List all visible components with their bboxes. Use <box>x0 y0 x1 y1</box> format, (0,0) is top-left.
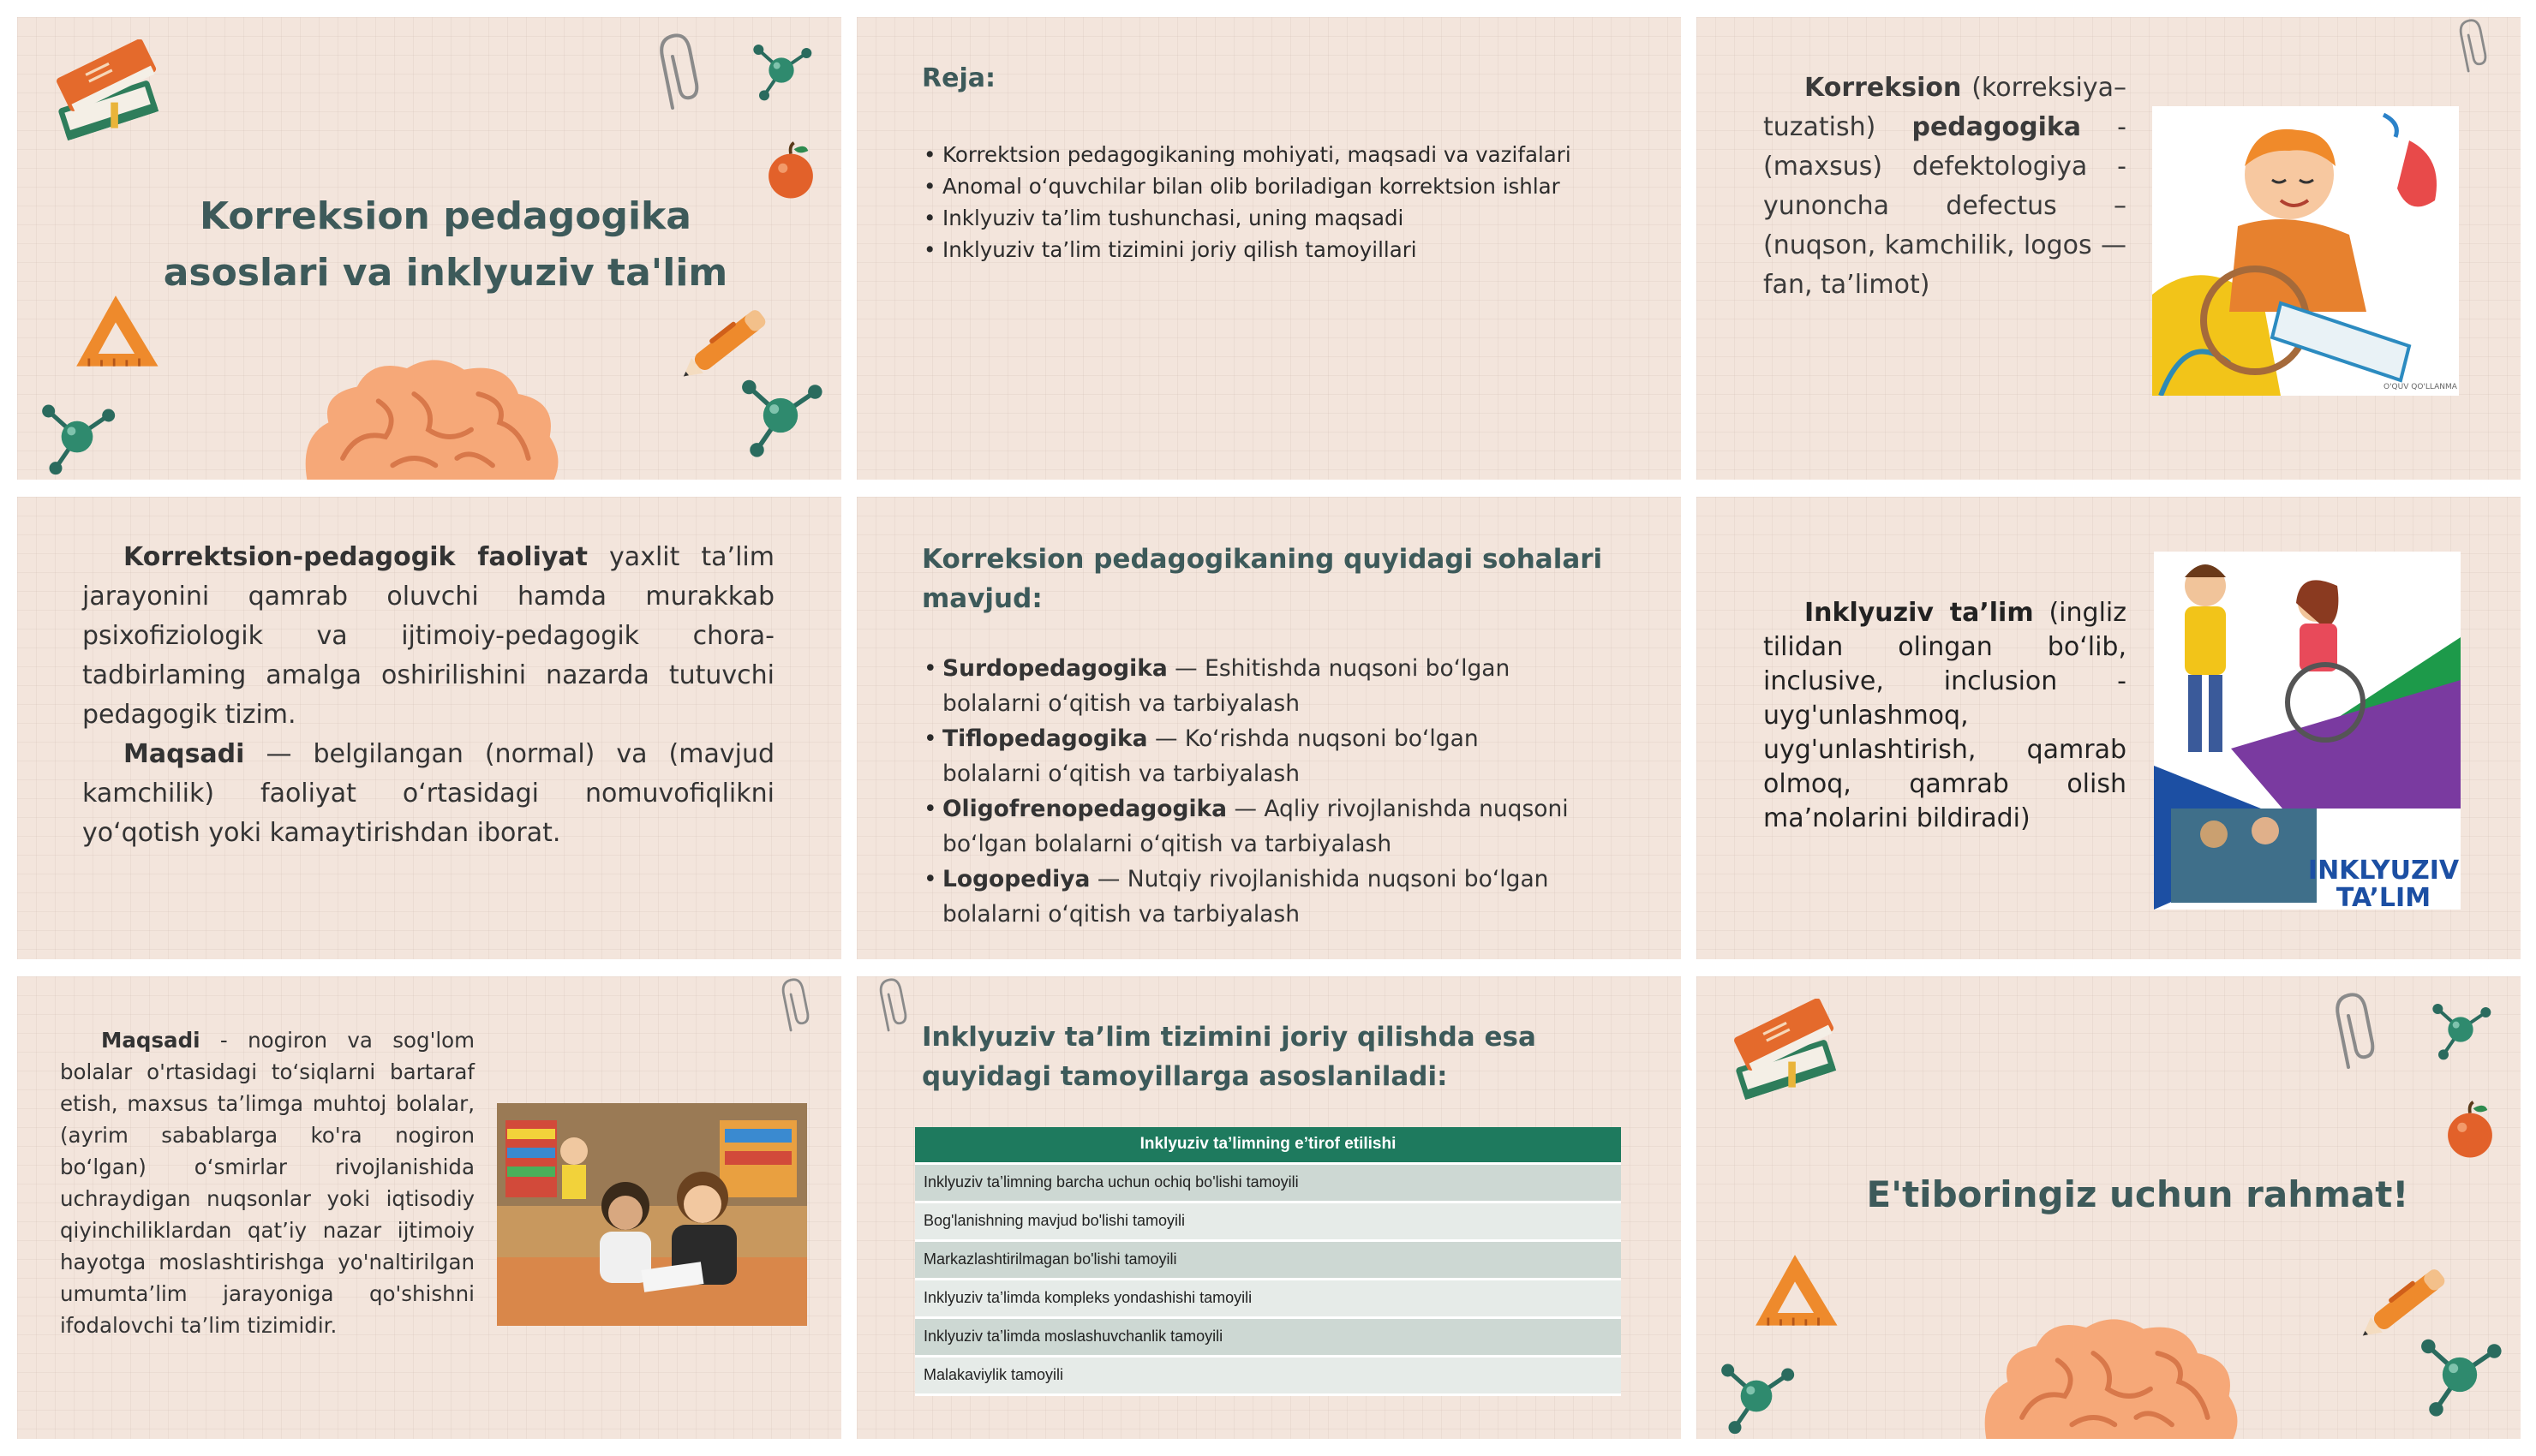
table-row <box>915 1279 1621 1317</box>
book-cover-image <box>2154 552 2461 910</box>
table-cell: Inklyuziv ta’limda kompleks yondashishi tamoyili <box>915 1279 1621 1317</box>
term-korreksion: Korreksion <box>1804 73 1962 103</box>
list-item: • Korrektsion pedagogikaning mohiyati, maqsadi va vazifalari <box>924 139 1571 170</box>
classroom-photo <box>497 1103 807 1326</box>
molecule-icon <box>2426 995 2495 1064</box>
molecule-icon <box>747 36 816 104</box>
slide-inclusive[interactable] <box>1696 497 2521 959</box>
list-item <box>924 721 1575 791</box>
fields-list <box>924 651 1575 932</box>
table-cell: Malakaviylik tamoyili <box>915 1356 1621 1394</box>
slide-activity[interactable] <box>17 497 841 959</box>
activity-description: yaxlit ta’lim jarayonini qamrab oluvchi hamda murakkab psixofiziologik va ijtimoiy-pedagogik chora-tadbirlaming amalga oshirilishini nazarda tutuvchi pedagogik tizim. <box>82 542 775 730</box>
book-title-line-1: INKLYUZIV <box>2307 856 2460 886</box>
ruler-triangle-icon <box>1739 1247 1851 1341</box>
field-name: Logopediya <box>942 866 1091 892</box>
principles-table <box>915 1127 1621 1396</box>
list-item <box>924 791 1575 862</box>
field-name: Oligofrenopedagogika <box>942 796 1228 822</box>
paragraph-goal <box>82 735 775 853</box>
term-pedagogika: pedagogika <box>1911 112 2082 142</box>
molecule-icon <box>2413 1328 2507 1422</box>
books-icon <box>43 39 171 151</box>
term-inclusive: Inklyuziv ta’lim <box>1804 598 2034 628</box>
table-row <box>915 1317 1621 1356</box>
table-cell: Inklyuziv ta’limning barcha uchun ochiq bo'lishi tamoyili <box>915 1163 1621 1202</box>
thanks-title: E'tiboringiz uchun rahmat! <box>1866 1173 2409 1215</box>
title-line-2: asoslari va inklyuziv ta'lim <box>163 251 728 295</box>
activity-text <box>82 538 775 853</box>
term-goal: Maqsadi <box>101 1028 200 1053</box>
child-illustration-icon <box>2152 106 2459 396</box>
list-item <box>924 651 1575 721</box>
book-caption: O'QUV QO'LLANMA <box>2383 383 2457 391</box>
paperclip-icon <box>2449 17 2497 77</box>
paragraph-activity <box>82 538 775 735</box>
table-cell: Bog'lanishning mavjud bo'lishi tamoyili <box>915 1202 1621 1240</box>
table-row <box>915 1240 1621 1279</box>
goal-description: - nogiron va sog'lom bolalar o'rtasidagi to‘siqlarni bartaraf etish, maxsus ta’limga muhtoj bolalar, (ayrim sabablarga ko'ra nogiron bo‘lgan) o‘smirlar rivojlanishida uchraydigan nuqsonlar yoki iqtisodiy qiyinchiliklardan qat’iy nazar ijtimoiy hayotga moslashtirishga yo'naltirilgan umumta’lim jarayoniga qo'shishni ifodalovchi ta’lim tizimidir. <box>60 1028 475 1338</box>
plan-list <box>924 139 1571 266</box>
slide-thanks[interactable] <box>1696 976 2521 1439</box>
field-description: — Ko‘rishda nuqsoni bo‘lgan bolalarni o‘qitish va tarbiyalash <box>942 725 1479 787</box>
table-row <box>915 1202 1621 1240</box>
fields-heading: Korreksion pedagogikaning quyidagi sohalari mavjud: <box>922 544 1603 614</box>
table-cell: Inklyuziv ta’limda moslashuvchanlik tamoyili <box>915 1317 1621 1356</box>
definition-part-2: - (maxsus) defektologiya - yunoncha defectus – (nuqson, kamchilik, logos — fan, ta’limot) <box>1763 112 2126 300</box>
inclusive-text <box>1763 596 2126 836</box>
molecule-icon <box>1714 1353 1799 1439</box>
ruler-triangle-icon <box>60 288 171 382</box>
field-name: Surdopedagogika <box>942 655 1168 682</box>
slide-plan[interactable] <box>857 17 1681 480</box>
brain-icon <box>1945 1310 2270 1439</box>
table-header: Inklyuziv ta’limning e’tirof etilishi <box>915 1127 1621 1163</box>
inclusive-description: (ingliz tilidan olingan bo‘lib, inclusive, inclusion - uyg'unlashmoq, uyg'unlashtirish, qamrab olmoq, qamrab olish ma’nolarini bildiradi) <box>1763 598 2126 833</box>
table-row <box>915 1356 1621 1394</box>
slide-title[interactable] <box>17 17 841 480</box>
plan-heading: Reja: <box>922 63 996 93</box>
principles-heading: Inklyuziv ta’lim tizimini joriy qilishda esa quyidagi tamoyillarga asoslaniladi: <box>922 1022 1536 1092</box>
definition-part-1: (korreksiya–tuzatish) <box>1763 73 2126 142</box>
term-activity: Korrektsion-pedagogik faoliyat <box>123 542 589 572</box>
goal-description: — belgilangan (normal) va (mavjud kamchilik) faoliyat o‘rtasidagi nomuvofiqlikni yo‘qotish yoki kamaytirishdan iborat. <box>82 739 775 848</box>
paperclip-icon <box>655 31 703 116</box>
list-item: • Inklyuziv ta’lim tushunchasi, uning maqsadi <box>924 202 1571 234</box>
book-title-line-2: TA’LIM <box>2336 883 2431 910</box>
paperclip-icon <box>869 976 917 1036</box>
term-goal: Maqsadi <box>123 739 245 769</box>
books-icon <box>1720 999 1849 1110</box>
molecule-icon <box>733 368 828 462</box>
title-line-1: Korreksion pedagogika <box>200 194 691 238</box>
molecule-icon <box>34 394 120 480</box>
slide-goal[interactable] <box>17 976 841 1439</box>
field-name: Tiflopedagogika <box>942 725 1148 752</box>
table-cell: Markazlashtirilmagan bo'lishi tamoyili <box>915 1240 1621 1279</box>
list-item: • Anomal o‘quvchilar bilan olib boriladigan korrektsion ishlar <box>924 170 1571 202</box>
apple-icon <box>2438 1096 2502 1165</box>
list-item: • Inklyuziv ta’lim tizimini joriy qilish tamoyillari <box>924 234 1571 266</box>
field-description: — Eshitishda nuqsoni bo‘lgan bolalarni o‘qitish va tarbiyalash <box>942 655 1510 717</box>
field-description: — Nutqiy rivojlanishida nuqsoni bo‘lgan bolalarni o‘qitish va tarbiyalash <box>942 866 1549 928</box>
page-title <box>120 188 771 301</box>
slide-principles[interactable] <box>857 976 1681 1439</box>
list-item <box>924 862 1575 932</box>
table-row <box>915 1163 1621 1202</box>
slide-definition[interactable] <box>1696 17 2521 480</box>
brain-icon <box>266 351 591 480</box>
field-description: — Aqliy rivojlanishda nuqsoni bo‘lgan bolalarni o‘qitish va tarbiyalash <box>942 796 1569 857</box>
classroom-photo-icon <box>497 1103 807 1326</box>
paperclip-icon <box>2330 990 2378 1076</box>
book-cover-image <box>2152 106 2459 396</box>
slide-fields[interactable] <box>857 497 1681 959</box>
definition-text <box>1763 69 2126 305</box>
goal-text <box>60 1024 475 1341</box>
inclusive-book-icon <box>2154 552 2461 910</box>
paperclip-icon <box>771 976 819 1036</box>
